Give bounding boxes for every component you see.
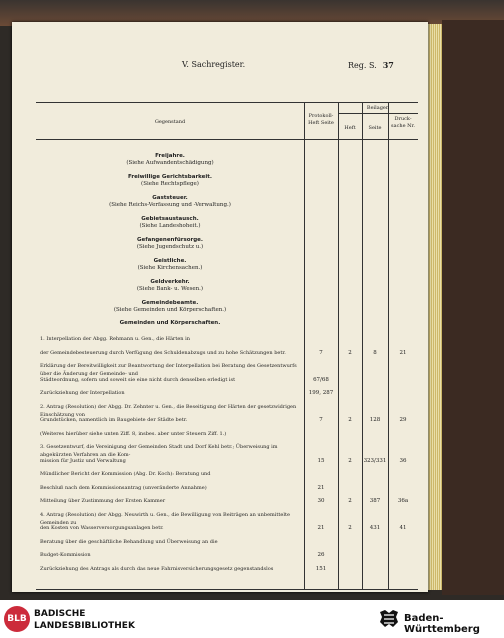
entry-text: Budget-Kommission — [40, 552, 91, 558]
section-heading — [36, 174, 304, 188]
library-name — [34, 608, 135, 632]
section-title: Gaststeuer. — [152, 195, 188, 201]
entry-text: Zurückziehung des Antrags als durch das neue Fahrnisversicherungsgesetz gegenstandslos — [40, 565, 274, 572]
section-ref: (Siehe Reichs-Verfassung und -Verwaltung.) — [109, 202, 231, 208]
section-heading — [36, 237, 304, 251]
section-heading — [36, 258, 304, 272]
column-divider — [362, 103, 363, 589]
entry-d-value: 21 — [399, 349, 407, 356]
section-heading — [36, 320, 304, 327]
section-title: Gemeindebeamte. — [141, 300, 199, 306]
entry-p-value: 21 — [317, 484, 325, 491]
library-name-line2: LANDESBIBLIOTHEK — [34, 621, 135, 631]
entry-p-value: 7 — [319, 417, 323, 423]
entry-h-value: 2 — [348, 457, 352, 464]
entry-p-value: 7 — [319, 349, 323, 356]
section-title: Freiwillige Gerichtsbarkeit. — [127, 174, 213, 180]
entry-text: Mündlicher Bericht der Kommission (Abg. Dr. Koch): Beratung und — [40, 471, 211, 477]
section-title: Freijahre. — [155, 153, 185, 159]
page-header — [12, 60, 428, 74]
section-ref: (Siehe Jugendschutz u.) — [136, 244, 204, 250]
entry-s-value: 431 — [369, 525, 381, 531]
state-name: Baden-Württemberg — [404, 613, 480, 635]
entry-p-value: 151 — [315, 565, 327, 572]
section-ref: (Siehe Landeshoheit.) — [139, 223, 201, 229]
section-title: Gefangenenfürsorge. — [136, 237, 204, 243]
header-title: V. Sachregister. — [182, 60, 246, 69]
header-rule — [36, 139, 418, 140]
entry-text: Mitteilung über Zustimmung der Ersten Kammer — [40, 498, 166, 504]
section-ref: (Siehe Bank- u. Wesen.) — [136, 286, 204, 292]
entry-text: der Gemeindebesteuerung durch Verfügung des Schuldenabzugs und zu hohe Schätzungen betr. — [40, 349, 286, 356]
entry-text: 4. Antrag (Resolution) der Abgg. Neuwirth u. Gen., die Bewilligung von Beiträgen an unbemittelte Gemeinden zu — [40, 511, 290, 526]
section-heading — [36, 195, 304, 209]
entry-p-value: 15 — [317, 457, 325, 464]
entry-p-value: 21 — [317, 525, 325, 531]
entry-s-value: 128 — [369, 417, 381, 423]
header-page-ref — [348, 60, 394, 70]
entry-p-value: 30 — [317, 498, 325, 504]
entry-text: Beschluß nach dem Kommissionsantrag (unveränderte Annahme) — [40, 484, 207, 491]
section-title: Gebietsaustausch. — [141, 216, 199, 222]
entry-p-value: 199, 287 — [308, 390, 334, 396]
entry-text: Zurückziehung der Interpellation — [40, 390, 125, 396]
entry-text: 1. Interpellation der Abgg. Rehmann u. Gen., die Härten in — [40, 336, 190, 342]
library-name-line1: BADISCHE — [34, 609, 86, 619]
col-header-beilagen: Beilagen — [366, 105, 390, 111]
column-divider — [304, 103, 305, 589]
entry-p-value: 26 — [317, 552, 325, 558]
entry-h-value: 2 — [348, 417, 352, 423]
section-title: Gemeinden und Körperschaften. — [119, 320, 221, 326]
entry-h-value: 2 — [348, 498, 352, 504]
section-heading — [36, 216, 304, 230]
entry-text: Erklärung der Bereitwilligkeit zur Beantwortung der Interpellation bei Beratung des Gesetzentwurfs über die Änderung der Gemeinde- und — [40, 363, 297, 378]
col-header-heft: Heft — [344, 125, 356, 131]
col-header-druck: Druck-sache Nr. — [391, 116, 415, 129]
section-ref: (Siehe Rechtspflege) — [141, 181, 199, 187]
entry-text: den Kosten von Wasserversorgungsanlagen betr. — [40, 525, 164, 531]
section-heading — [36, 153, 304, 167]
column-divider — [388, 103, 389, 589]
entry-text: 3. Gesetzentwurf, die Vereinigung der Gemeinden Stadt und Dorf Kehl betr.; Überweisung im abgekürzten Verfahren an die Kom- — [40, 444, 278, 459]
column-divider — [338, 103, 339, 589]
entry-h-value: 2 — [348, 525, 352, 531]
entry-d-value: 36a — [397, 498, 409, 504]
section-heading — [36, 279, 304, 293]
header-ref-label: Reg. S. — [348, 61, 377, 70]
entry-text: Grundstücken, namentlich im Baugebiete der Städte betr. — [40, 417, 188, 423]
page-edges — [428, 24, 442, 590]
entry-text: (Weiteres hierüber siehe unten Ziff. 8, insbes. aber unter Steuern Ziff. 1.) — [40, 430, 227, 437]
entry-d-value: 36 — [399, 457, 407, 464]
entry-text: Beratung über die geschäftliche Behandlung und Überweisung an die — [40, 538, 218, 545]
section-heading — [36, 300, 304, 314]
section-ref: (Siehe Kirchensachen.) — [137, 265, 203, 271]
section-ref: (Siehe Aufwandentschädigung) — [126, 160, 214, 166]
section-ref: (Siehe Gemeinden und Körperschaften.) — [113, 307, 227, 313]
entry-s-value: 387 — [369, 498, 381, 504]
header-subrule — [338, 113, 418, 114]
entry-text: 2. Antrag (Resolution) der Abgg. Dr. Zehnter u. Gen., die Beseitigung der Härten der gesetzwidrigen Einschätzung von — [40, 403, 297, 418]
entry-p-value: 67/68 — [313, 376, 329, 383]
section-title: Geldverkehr. — [150, 279, 190, 285]
entry-text: Städteordnung, sofern und soweit sie eine nicht durch denselben erledigt ist — [40, 376, 236, 383]
entry-d-value: 29 — [399, 417, 407, 423]
col-header-protocol: Protokoll-Heft Seite — [308, 113, 334, 126]
entry-text: mission für Justiz und Verwaltung — [40, 457, 126, 464]
entry-h-value: 2 — [348, 349, 352, 356]
index-table — [36, 102, 418, 590]
document-page — [12, 22, 428, 592]
blb-logo: BLB — [4, 606, 30, 632]
coat-of-arms-icon — [378, 609, 400, 629]
book-cover-right — [442, 20, 504, 595]
page-number: 37 — [382, 60, 394, 70]
entry-s-value: 8 — [373, 349, 377, 356]
col-header-seite: Seite — [368, 125, 382, 131]
col-header-subject: Gegenstand — [154, 119, 186, 125]
entry-s-value: 323/331 — [363, 457, 387, 464]
footer-bar — [0, 600, 504, 638]
entry-d-value: 41 — [399, 525, 407, 531]
section-title: Geistliche. — [153, 258, 187, 264]
